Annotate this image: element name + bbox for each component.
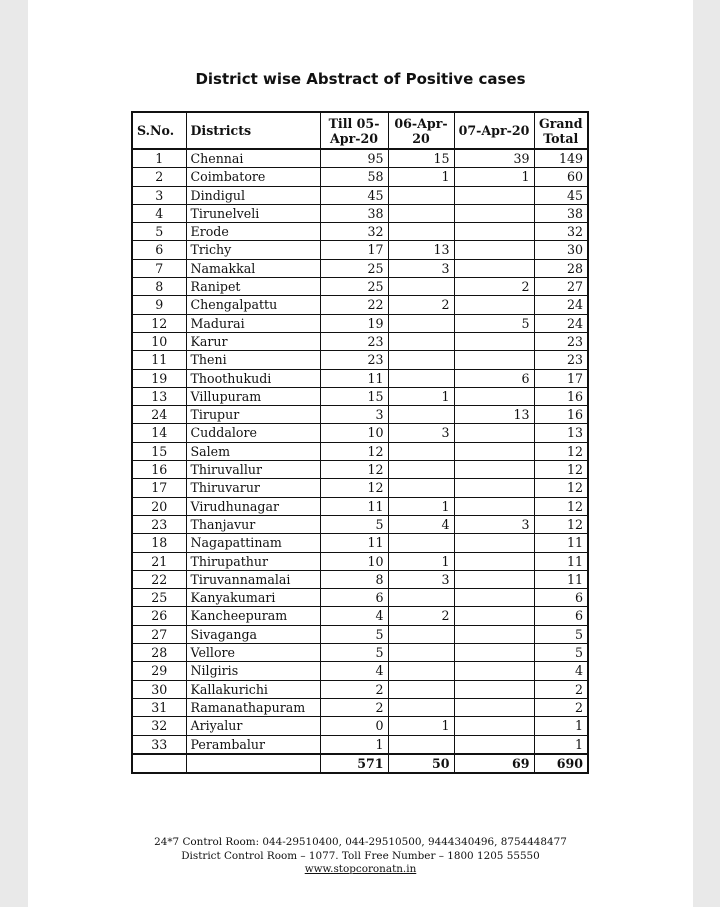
table-row <box>132 461 588 479</box>
cell-till-05-apr: 25 <box>320 278 388 296</box>
cell-sno: 1 <box>132 149 186 168</box>
cell-district: Ranipet <box>186 278 320 296</box>
cell-till-05-apr: 3 <box>320 406 388 424</box>
cell-grand-total: 12 <box>534 497 588 515</box>
cell-sno: 22 <box>132 570 186 588</box>
table-row <box>132 241 588 259</box>
cell-district: Tiruvannamalai <box>186 570 320 588</box>
total-07-apr: 69 <box>454 754 534 773</box>
cell-till-05-apr: 15 <box>320 387 388 405</box>
cell-till-05-apr: 5 <box>320 644 388 662</box>
cell-07-apr: 13 <box>454 406 534 424</box>
cell-sno: 29 <box>132 662 186 680</box>
cell-grand-total: 32 <box>534 223 588 241</box>
cell-07-apr <box>454 607 534 625</box>
cell-district: Karur <box>186 332 320 350</box>
cell-06-apr <box>388 406 454 424</box>
cell-sno: 25 <box>132 589 186 607</box>
cell-grand-total: 16 <box>534 406 588 424</box>
cell-grand-total: 38 <box>534 204 588 222</box>
cell-till-05-apr: 32 <box>320 223 388 241</box>
cell-sno: 33 <box>132 735 186 754</box>
cell-sno: 11 <box>132 351 186 369</box>
table-row <box>132 479 588 497</box>
table-row <box>132 314 588 332</box>
cell-sno: 4 <box>132 204 186 222</box>
cell-06-apr <box>388 186 454 204</box>
cell-07-apr <box>454 662 534 680</box>
cell-grand-total: 1 <box>534 735 588 754</box>
cell-06-apr: 4 <box>388 515 454 533</box>
cell-07-apr <box>454 735 534 754</box>
cell-district: Nilgiris <box>186 662 320 680</box>
cell-06-apr <box>388 314 454 332</box>
cell-06-apr <box>388 442 454 460</box>
cell-till-05-apr: 12 <box>320 461 388 479</box>
cell-06-apr <box>388 351 454 369</box>
cell-grand-total: 60 <box>534 168 588 186</box>
cell-till-05-apr: 23 <box>320 332 388 350</box>
cell-till-05-apr: 4 <box>320 607 388 625</box>
cell-07-apr <box>454 204 534 222</box>
cell-till-05-apr: 58 <box>320 168 388 186</box>
cell-06-apr <box>388 204 454 222</box>
cell-grand-total: 24 <box>534 314 588 332</box>
footer-toll-free: District Control Room – 1077. Toll Free Number – 1800 1205 55550 <box>181 849 540 862</box>
cell-till-05-apr: 10 <box>320 424 388 442</box>
table-row <box>132 332 588 350</box>
cell-district: Kanyakumari <box>186 589 320 607</box>
cell-sno: 7 <box>132 259 186 277</box>
cell-06-apr <box>388 589 454 607</box>
cell-grand-total: 11 <box>534 534 588 552</box>
cell-grand-total: 149 <box>534 149 588 168</box>
cell-grand-total: 12 <box>534 479 588 497</box>
total-grand: 690 <box>534 754 588 773</box>
cell-07-apr: 3 <box>454 515 534 533</box>
cell-sno: 15 <box>132 442 186 460</box>
cell-sno: 27 <box>132 625 186 643</box>
cell-grand-total: 6 <box>534 589 588 607</box>
cell-07-apr <box>454 589 534 607</box>
table-row <box>132 296 588 314</box>
table-row <box>132 644 588 662</box>
table-row <box>132 662 588 680</box>
cell-till-05-apr: 11 <box>320 534 388 552</box>
cell-07-apr: 5 <box>454 314 534 332</box>
table-row <box>132 735 588 754</box>
cell-07-apr <box>454 241 534 259</box>
cell-district: Vellore <box>186 644 320 662</box>
cell-sno: 19 <box>132 369 186 387</box>
cell-06-apr <box>388 680 454 698</box>
cell-sno: 2 <box>132 168 186 186</box>
cell-grand-total: 28 <box>534 259 588 277</box>
cell-till-05-apr: 23 <box>320 351 388 369</box>
cell-district: Chengalpattu <box>186 296 320 314</box>
cell-07-apr: 1 <box>454 168 534 186</box>
cell-06-apr <box>388 278 454 296</box>
cell-till-05-apr: 0 <box>320 717 388 735</box>
cell-06-apr <box>388 698 454 716</box>
table-row <box>132 570 588 588</box>
total-06-apr: 50 <box>388 754 454 773</box>
table-row <box>132 552 588 570</box>
cell-till-05-apr: 5 <box>320 515 388 533</box>
cell-grand-total: 12 <box>534 515 588 533</box>
cell-07-apr <box>454 387 534 405</box>
cell-district: Thanjavur <box>186 515 320 533</box>
cell-district: Tirupur <box>186 406 320 424</box>
cell-district: Dindigul <box>186 186 320 204</box>
cell-till-05-apr: 4 <box>320 662 388 680</box>
cell-sno: 14 <box>132 424 186 442</box>
cell-grand-total: 5 <box>534 644 588 662</box>
cell-sno: 12 <box>132 314 186 332</box>
cell-grand-total: 1 <box>534 717 588 735</box>
cell-07-apr <box>454 332 534 350</box>
cell-07-apr <box>454 186 534 204</box>
header-grand-total: Grand Total <box>534 112 588 149</box>
cell-sno: 21 <box>132 552 186 570</box>
cell-grand-total: 30 <box>534 241 588 259</box>
cell-grand-total: 45 <box>534 186 588 204</box>
cell-06-apr: 1 <box>388 168 454 186</box>
cell-till-05-apr: 2 <box>320 698 388 716</box>
cell-till-05-apr: 2 <box>320 680 388 698</box>
total-till-05-apr: 571 <box>320 754 388 773</box>
footer-website-link[interactable]: www.stopcoronatn.in <box>304 863 417 875</box>
cell-grand-total: 11 <box>534 570 588 588</box>
header-07-apr: 07-Apr-20 <box>454 112 534 149</box>
cell-06-apr <box>388 534 454 552</box>
table-row <box>132 204 588 222</box>
cell-06-apr <box>388 223 454 241</box>
table-row <box>132 168 588 186</box>
cell-06-apr <box>388 735 454 754</box>
cell-district: Nagapattinam <box>186 534 320 552</box>
cell-07-apr <box>454 625 534 643</box>
cell-till-05-apr: 17 <box>320 241 388 259</box>
cell-07-apr <box>454 351 534 369</box>
cell-sno: 28 <box>132 644 186 662</box>
cell-district: Cuddalore <box>186 424 320 442</box>
cell-06-apr <box>388 461 454 479</box>
cell-06-apr: 1 <box>388 497 454 515</box>
document-page <box>28 0 693 907</box>
cell-06-apr: 1 <box>388 387 454 405</box>
cell-sno: 26 <box>132 607 186 625</box>
cell-sno: 6 <box>132 241 186 259</box>
cell-district: Tirunelveli <box>186 204 320 222</box>
cell-till-05-apr: 22 <box>320 296 388 314</box>
table-row <box>132 259 588 277</box>
cell-07-apr <box>454 717 534 735</box>
cell-07-apr <box>454 223 534 241</box>
cell-06-apr <box>388 479 454 497</box>
table-row <box>132 442 588 460</box>
cell-07-apr <box>454 552 534 570</box>
cell-06-apr: 15 <box>388 149 454 168</box>
cell-06-apr: 2 <box>388 296 454 314</box>
cell-district: Perambalur <box>186 735 320 754</box>
cell-07-apr <box>454 259 534 277</box>
cell-07-apr <box>454 424 534 442</box>
cell-06-apr <box>388 369 454 387</box>
cell-07-apr <box>454 644 534 662</box>
cell-07-apr <box>454 680 534 698</box>
cell-grand-total: 23 <box>534 332 588 350</box>
cell-sno: 30 <box>132 680 186 698</box>
cell-till-05-apr: 11 <box>320 497 388 515</box>
header-districts: Districts <box>186 112 320 149</box>
cell-grand-total: 6 <box>534 607 588 625</box>
cell-sno: 3 <box>132 186 186 204</box>
cell-06-apr <box>388 332 454 350</box>
cell-07-apr: 6 <box>454 369 534 387</box>
table-row <box>132 387 588 405</box>
cell-till-05-apr: 38 <box>320 204 388 222</box>
cell-06-apr: 2 <box>388 607 454 625</box>
table-row <box>132 186 588 204</box>
table-row <box>132 497 588 515</box>
cell-sno: 5 <box>132 223 186 241</box>
cell-06-apr <box>388 644 454 662</box>
cell-district: Thiruvarur <box>186 479 320 497</box>
table-row <box>132 589 588 607</box>
cases-table <box>131 111 589 774</box>
totals-sno <box>132 754 186 773</box>
cell-till-05-apr: 10 <box>320 552 388 570</box>
cell-till-05-apr: 12 <box>320 479 388 497</box>
table-row <box>132 607 588 625</box>
cell-district: Coimbatore <box>186 168 320 186</box>
cell-06-apr: 13 <box>388 241 454 259</box>
cell-07-apr <box>454 442 534 460</box>
table-row <box>132 369 588 387</box>
footer-control-room: 24*7 Control Room: 044-29510400, 044-29510500, 9444340496, 8754448477 <box>154 836 567 848</box>
cell-district: Salem <box>186 442 320 460</box>
table-row <box>132 534 588 552</box>
totals-row <box>132 754 588 773</box>
table-row <box>132 698 588 716</box>
cell-district: Kallakurichi <box>186 680 320 698</box>
cell-sno: 20 <box>132 497 186 515</box>
cell-sno: 23 <box>132 515 186 533</box>
cell-06-apr <box>388 625 454 643</box>
table-row <box>132 680 588 698</box>
cell-sno: 17 <box>132 479 186 497</box>
cell-07-apr: 2 <box>454 278 534 296</box>
cell-district: Sivaganga <box>186 625 320 643</box>
header-sno: S.No. <box>132 112 186 149</box>
cell-district: Thoothukudi <box>186 369 320 387</box>
totals-district <box>186 754 320 773</box>
cell-sno: 31 <box>132 698 186 716</box>
cell-till-05-apr: 6 <box>320 589 388 607</box>
cell-till-05-apr: 8 <box>320 570 388 588</box>
cell-district: Thirupathur <box>186 552 320 570</box>
cell-06-apr: 1 <box>388 552 454 570</box>
table-row <box>132 424 588 442</box>
cell-grand-total: 4 <box>534 662 588 680</box>
cell-district: Ariyalur <box>186 717 320 735</box>
cell-till-05-apr: 11 <box>320 369 388 387</box>
table-row <box>132 406 588 424</box>
cell-grand-total: 5 <box>534 625 588 643</box>
cell-grand-total: 27 <box>534 278 588 296</box>
header-06-apr: 06-Apr-20 <box>388 112 454 149</box>
cell-06-apr: 3 <box>388 570 454 588</box>
cell-sno: 10 <box>132 332 186 350</box>
table-row <box>132 149 588 168</box>
cell-grand-total: 13 <box>534 424 588 442</box>
cell-grand-total: 23 <box>534 351 588 369</box>
cell-district: Madurai <box>186 314 320 332</box>
table-row <box>132 717 588 735</box>
cell-07-apr <box>454 497 534 515</box>
cell-grand-total: 12 <box>534 442 588 460</box>
cell-district: Theni <box>186 351 320 369</box>
cell-06-apr <box>388 662 454 680</box>
cell-07-apr <box>454 570 534 588</box>
table-header-row <box>132 112 588 149</box>
cell-sno: 24 <box>132 406 186 424</box>
cell-07-apr <box>454 479 534 497</box>
cell-06-apr: 3 <box>388 424 454 442</box>
header-till-05-apr: Till 05-Apr-20 <box>320 112 388 149</box>
cell-district: Trichy <box>186 241 320 259</box>
table-row <box>132 351 588 369</box>
cell-07-apr <box>454 461 534 479</box>
cell-sno: 32 <box>132 717 186 735</box>
cell-06-apr: 3 <box>388 259 454 277</box>
cell-grand-total: 24 <box>534 296 588 314</box>
cell-district: Kancheepuram <box>186 607 320 625</box>
cell-till-05-apr: 95 <box>320 149 388 168</box>
cell-till-05-apr: 25 <box>320 259 388 277</box>
cell-till-05-apr: 5 <box>320 625 388 643</box>
table-row <box>132 278 588 296</box>
cell-grand-total: 2 <box>534 698 588 716</box>
cell-till-05-apr: 19 <box>320 314 388 332</box>
cell-07-apr <box>454 296 534 314</box>
cell-district: Erode <box>186 223 320 241</box>
cell-till-05-apr: 12 <box>320 442 388 460</box>
cell-till-05-apr: 45 <box>320 186 388 204</box>
table-row <box>132 625 588 643</box>
footer <box>28 836 693 877</box>
cell-sno: 13 <box>132 387 186 405</box>
table-row <box>132 223 588 241</box>
cell-sno: 9 <box>132 296 186 314</box>
cell-06-apr: 1 <box>388 717 454 735</box>
cell-sno: 8 <box>132 278 186 296</box>
cell-grand-total: 2 <box>534 680 588 698</box>
cell-district: Virudhunagar <box>186 497 320 515</box>
cell-till-05-apr: 1 <box>320 735 388 754</box>
cell-sno: 16 <box>132 461 186 479</box>
cell-district: Chennai <box>186 149 320 168</box>
cell-grand-total: 17 <box>534 369 588 387</box>
cell-07-apr <box>454 698 534 716</box>
cell-district: Thiruvallur <box>186 461 320 479</box>
table-row <box>132 515 588 533</box>
cell-district: Villupuram <box>186 387 320 405</box>
cell-07-apr: 39 <box>454 149 534 168</box>
cell-grand-total: 12 <box>534 461 588 479</box>
cell-sno: 18 <box>132 534 186 552</box>
page-title: District wise Abstract of Positive cases <box>195 70 526 88</box>
cell-grand-total: 11 <box>534 552 588 570</box>
cell-07-apr <box>454 534 534 552</box>
cell-grand-total: 16 <box>534 387 588 405</box>
cell-district: Ramanathapuram <box>186 698 320 716</box>
table-body <box>132 149 588 754</box>
cell-district: Namakkal <box>186 259 320 277</box>
